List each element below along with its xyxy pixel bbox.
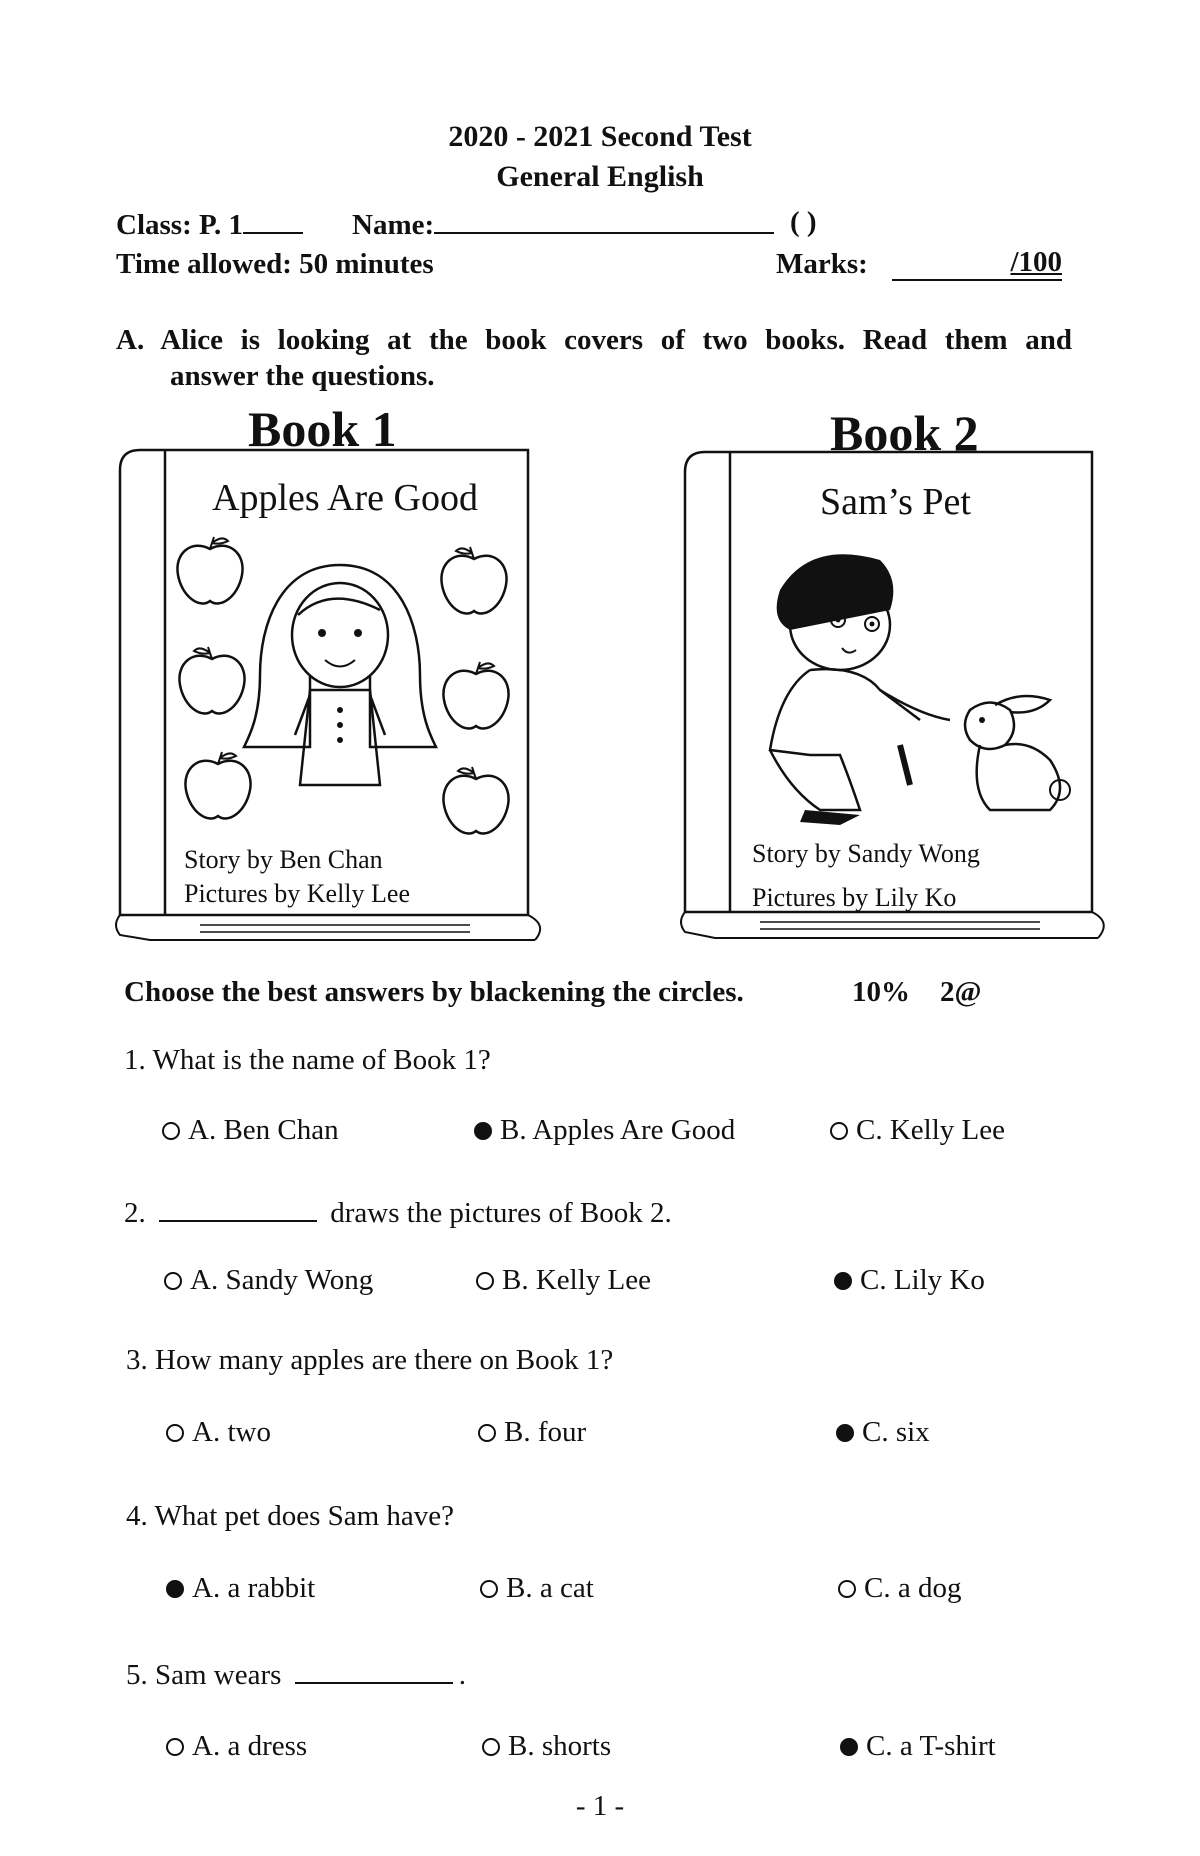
book-2-story-credit: Story by Sandy Wong bbox=[752, 839, 980, 868]
section-a-instruction-cont: answer the questions. bbox=[170, 360, 435, 392]
book-1-cover-title: Apples Are Good bbox=[212, 477, 478, 519]
option-label: A. a dress bbox=[192, 1730, 308, 1762]
q1-option-c[interactable] bbox=[830, 1114, 1005, 1147]
q5-option-b[interactable] bbox=[482, 1730, 611, 1763]
q2-option-a[interactable] bbox=[164, 1264, 373, 1297]
question-text: What is the name of Book 1? bbox=[152, 1044, 491, 1076]
answer-circle[interactable] bbox=[478, 1424, 496, 1442]
name-label: Name: bbox=[352, 209, 435, 241]
marks-label: Marks: bbox=[776, 248, 868, 280]
answer-circle-filled[interactable] bbox=[474, 1122, 492, 1140]
mc-marks-each: 2@ bbox=[940, 976, 982, 1008]
question-text-end: . bbox=[458, 1659, 466, 1691]
book-2-pictures-credit: Pictures by Lily Ko bbox=[752, 883, 957, 912]
q2-option-b[interactable] bbox=[476, 1264, 651, 1297]
q4-option-b[interactable] bbox=[480, 1572, 594, 1605]
answer-circle-filled[interactable] bbox=[836, 1424, 854, 1442]
question-3 bbox=[126, 1344, 613, 1377]
answer-blank[interactable] bbox=[295, 1658, 453, 1684]
q2-option-c[interactable] bbox=[834, 1264, 985, 1297]
q1-option-a[interactable] bbox=[162, 1114, 339, 1147]
option-label: C. six bbox=[862, 1416, 930, 1448]
page-number: - 1 - bbox=[575, 1790, 625, 1822]
book-2-cover-title: Sam’s Pet bbox=[820, 481, 971, 523]
subject-title: General English bbox=[496, 160, 704, 193]
answer-circle-filled[interactable] bbox=[840, 1738, 858, 1756]
test-title: 2020 - 2021 Second Test bbox=[448, 120, 752, 153]
class-number-bracket: ( ) bbox=[790, 206, 817, 238]
option-label: C. a dog bbox=[864, 1572, 962, 1604]
option-label: B. a cat bbox=[506, 1572, 594, 1604]
book-2-heading: Book 2 bbox=[830, 405, 979, 461]
option-label: B. four bbox=[504, 1416, 587, 1448]
marks-total: /100 bbox=[1010, 246, 1062, 278]
answer-circle[interactable] bbox=[830, 1122, 848, 1140]
rabbit-illustration bbox=[950, 690, 1080, 830]
time-allowed: Time allowed: 50 minutes bbox=[116, 248, 434, 280]
question-number: 5. bbox=[126, 1659, 148, 1691]
question-text: draws the pictures of Book 2. bbox=[330, 1197, 672, 1229]
q5-option-a[interactable] bbox=[166, 1730, 307, 1763]
question-number: 3. bbox=[126, 1344, 148, 1376]
option-label: C. Kelly Lee bbox=[856, 1114, 1005, 1146]
question-4 bbox=[126, 1500, 454, 1533]
option-label: A. Sandy Wong bbox=[190, 1264, 374, 1296]
answer-circle[interactable] bbox=[482, 1738, 500, 1756]
option-label: B. Kelly Lee bbox=[502, 1264, 651, 1296]
option-label: C. Lily Ko bbox=[860, 1264, 985, 1296]
book-1-heading: Book 1 bbox=[248, 401, 397, 457]
q3-option-c[interactable] bbox=[836, 1416, 930, 1449]
answer-circle-filled[interactable] bbox=[166, 1580, 184, 1598]
question-text: What pet does Sam have? bbox=[154, 1500, 455, 1532]
boy-illustration bbox=[750, 540, 950, 830]
option-label: C. a T-shirt bbox=[866, 1730, 996, 1762]
section-a-instruction: A. Alice is looking at the book covers of two books. Read them and bbox=[116, 324, 1072, 356]
mc-instruction: Choose the best answers by blackening the circles. bbox=[124, 976, 744, 1008]
option-label: B. Apples Are Good bbox=[500, 1114, 736, 1146]
q3-option-b[interactable] bbox=[478, 1416, 586, 1449]
answer-circle-filled[interactable] bbox=[834, 1272, 852, 1290]
option-label: A. a rabbit bbox=[192, 1572, 316, 1604]
answer-circle[interactable] bbox=[166, 1424, 184, 1442]
option-label: A. two bbox=[192, 1416, 271, 1448]
answer-circle[interactable] bbox=[162, 1122, 180, 1140]
question-number: 2. bbox=[124, 1197, 146, 1229]
answer-circle[interactable] bbox=[480, 1580, 498, 1598]
question-1 bbox=[124, 1044, 491, 1077]
book-1-pictures-credit: Pictures by Kelly Lee bbox=[184, 879, 410, 908]
q1-option-b[interactable] bbox=[474, 1114, 735, 1147]
q3-option-a[interactable] bbox=[166, 1416, 271, 1449]
option-label: A. Ben Chan bbox=[188, 1114, 339, 1146]
option-label: B. shorts bbox=[508, 1730, 612, 1762]
question-text: How many apples are there on Book 1? bbox=[155, 1344, 614, 1376]
q4-option-a[interactable] bbox=[166, 1572, 315, 1605]
answer-circle[interactable] bbox=[164, 1272, 182, 1290]
class-label: Class: P. 1 bbox=[116, 209, 244, 241]
answer-circle[interactable] bbox=[166, 1738, 184, 1756]
question-number: 1. bbox=[124, 1044, 146, 1076]
question-text: Sam wears bbox=[155, 1659, 282, 1691]
answer-circle[interactable] bbox=[838, 1580, 856, 1598]
book-1-story-credit: Story by Ben Chan bbox=[184, 845, 383, 874]
answer-blank[interactable] bbox=[159, 1196, 317, 1222]
q5-option-c[interactable] bbox=[840, 1730, 996, 1763]
question-2 bbox=[124, 1196, 672, 1230]
q4-option-c[interactable] bbox=[838, 1572, 961, 1605]
question-number: 4. bbox=[126, 1500, 148, 1532]
answer-circle[interactable] bbox=[476, 1272, 494, 1290]
mc-percent: 10% bbox=[852, 976, 910, 1008]
question-5 bbox=[126, 1658, 466, 1692]
